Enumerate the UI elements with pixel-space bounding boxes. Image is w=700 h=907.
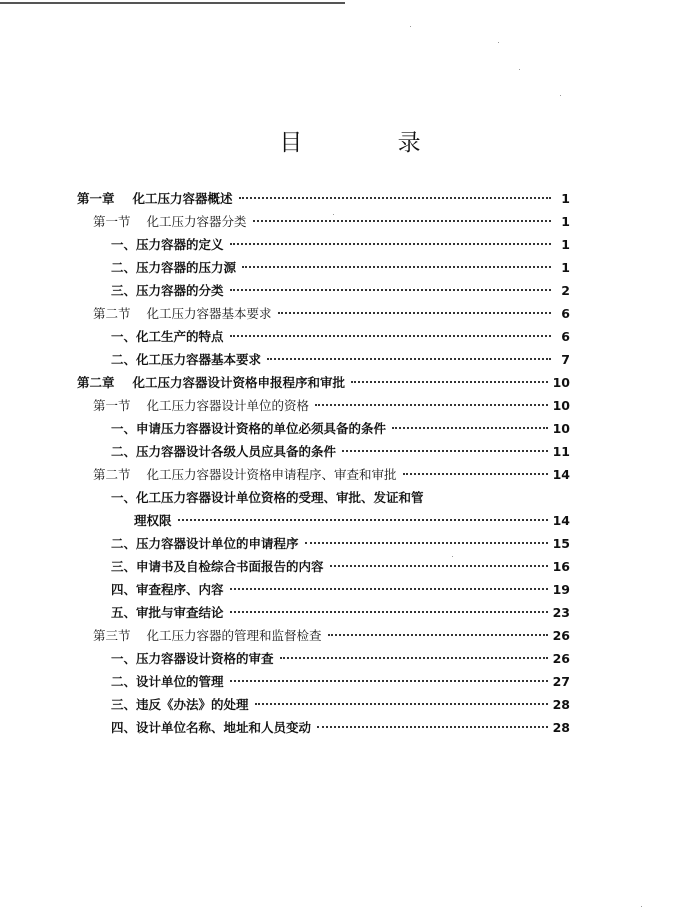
dot-leader: [178, 519, 548, 521]
dot-leader: [315, 404, 548, 406]
item-title: 二、压力容器设计各级人员应具备的条件: [111, 444, 337, 459]
dot-leader: [342, 450, 548, 452]
toc-item-wrapped-first-line[interactable]: 一、化工压力容器设计单位资格的受理、审批、发证和管: [111, 490, 424, 505]
section-title: 化工压力容器设计单位的资格: [146, 398, 310, 413]
page-number: 7: [561, 352, 570, 367]
dot-leader: [392, 427, 548, 429]
dot-leader: [328, 634, 548, 636]
toc-item[interactable]: [111, 327, 570, 347]
toc-section-1-2[interactable]: [93, 304, 570, 324]
page-number: 23: [552, 605, 570, 620]
scan-speck: [560, 95, 561, 96]
dot-leader: [351, 381, 548, 383]
scan-speck: [498, 42, 499, 43]
toc-item[interactable]: [111, 258, 570, 278]
dot-leader: [230, 335, 551, 337]
page-number: 28: [552, 697, 570, 712]
toc-item[interactable]: [111, 442, 570, 462]
dot-leader: [403, 473, 548, 475]
toc-item[interactable]: [111, 672, 570, 692]
page-title: 目 录: [279, 130, 465, 156]
scan-speck: [452, 556, 453, 557]
toc-item[interactable]: [111, 350, 570, 370]
page-number: 19: [552, 582, 570, 597]
dot-leader: [330, 565, 548, 567]
toc-section-2-1[interactable]: [93, 396, 570, 416]
section-title: 化工压力容器的管理和监督检查: [146, 628, 322, 643]
page-number: 10: [552, 375, 570, 390]
page-number: 26: [552, 628, 570, 643]
dot-leader: [278, 312, 551, 314]
item-title: 二、化工压力容器基本要求: [111, 352, 262, 367]
item-title: 三、申请书及自检综合书面报告的内容: [111, 559, 324, 574]
dot-leader: [230, 289, 551, 291]
chapter-label: 第一章: [77, 191, 115, 206]
page-number: 26: [552, 651, 570, 666]
page-number: 1: [561, 191, 570, 206]
dot-leader: [255, 703, 548, 705]
page-number: 14: [552, 513, 570, 528]
toc-chapter-1[interactable]: [77, 189, 570, 209]
dot-leader: [239, 197, 551, 199]
page-number: 15: [552, 536, 570, 551]
section-label: 第一节: [93, 214, 131, 229]
scan-speck: [333, 214, 334, 215]
dot-leader: [230, 243, 551, 245]
dot-leader: [305, 542, 548, 544]
section-label: 第一节: [93, 398, 131, 413]
item-title: 一、化工生产的特点: [111, 329, 224, 344]
scan-speck: [410, 26, 411, 27]
chapter-label: 第二章: [77, 375, 115, 390]
toc-item[interactable]: [111, 534, 570, 554]
chapter-title: 化工压力容器概述: [132, 191, 233, 206]
item-title: 四、设计单位名称、地址和人员变动: [111, 720, 312, 735]
item-title: 五、审批与审查结论: [111, 605, 224, 620]
dot-leader: [253, 220, 551, 222]
toc-item[interactable]: [111, 649, 570, 669]
dot-leader: [230, 588, 548, 590]
dot-leader: [242, 266, 551, 268]
dot-leader: [280, 657, 548, 659]
item-title: 二、压力容器设计单位的申请程序: [111, 536, 299, 551]
dot-leader: [267, 358, 551, 360]
toc-chapter-2[interactable]: [77, 373, 570, 393]
section-title: 化工压力容器基本要求: [146, 306, 272, 321]
toc-item[interactable]: [111, 419, 570, 439]
section-title: 化工压力容器分类: [146, 214, 247, 229]
section-label: 第三节: [93, 628, 131, 643]
dot-leader: [230, 680, 548, 682]
toc-item[interactable]: [111, 281, 570, 301]
page-number: 10: [552, 398, 570, 413]
item-title: 二、压力容器的压力源: [111, 260, 237, 275]
toc-item[interactable]: [111, 557, 570, 577]
page-number: 11: [552, 444, 570, 459]
page-number: 10: [552, 421, 570, 436]
item-title: 三、压力容器的分类: [111, 283, 224, 298]
item-title: 二、设计单位的管理: [111, 674, 224, 689]
page-number: 1: [561, 260, 570, 275]
section-title: 化工压力容器设计资格申请程序、审查和审批: [146, 467, 397, 482]
toc-item[interactable]: [111, 718, 570, 738]
item-title: 四、审查程序、内容: [111, 582, 224, 597]
page-number: 14: [552, 467, 570, 482]
section-label: 第二节: [93, 306, 131, 321]
page-number: 6: [561, 306, 570, 321]
item-title: 一、申请压力容器设计资格的单位必须具备的条件: [111, 421, 387, 436]
chapter-title: 化工压力容器设计资格申报程序和审批: [132, 375, 346, 390]
scan-speck: [519, 69, 520, 70]
toc-item[interactable]: [111, 235, 570, 255]
dot-leader: [317, 726, 548, 728]
item-title: 一、压力容器设计资格的审查: [111, 651, 274, 666]
page-number: 28: [552, 720, 570, 735]
page-number: 16: [552, 559, 570, 574]
toc-section-1-1[interactable]: [93, 212, 570, 232]
item-title: 三、违反《办法》的处理: [111, 697, 249, 712]
section-label: 第二节: [93, 467, 131, 482]
toc-item-wrapped-continuation[interactable]: [134, 511, 570, 531]
item-title: 一、压力容器的定义: [111, 237, 224, 252]
item-title-continuation: 理权限: [134, 513, 172, 528]
page-number: 6: [561, 329, 570, 344]
toc-item[interactable]: [111, 580, 570, 600]
page-number: 2: [561, 283, 570, 298]
toc-section-2-3[interactable]: [93, 626, 570, 646]
toc-section-2-2[interactable]: [93, 465, 570, 485]
toc-item[interactable]: [111, 603, 570, 623]
toc-item[interactable]: [111, 695, 570, 715]
page-number: 1: [561, 237, 570, 252]
dot-leader: [230, 611, 548, 613]
page-number: 27: [552, 674, 570, 689]
page-number: 1: [561, 214, 570, 229]
